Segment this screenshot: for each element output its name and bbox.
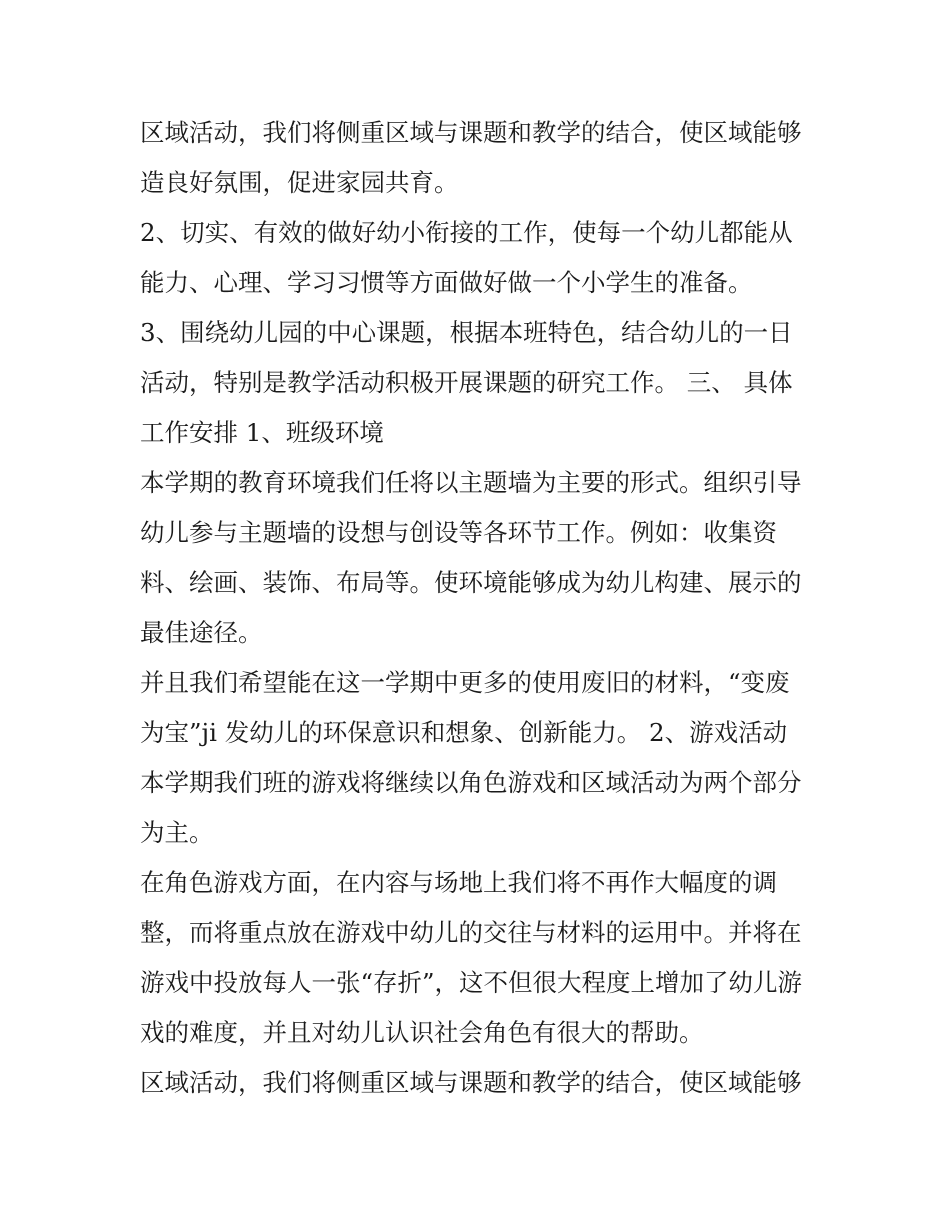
text-line-6: 活动，特别是教学活动积极开展课题的研究工作。 三、 具体 bbox=[140, 368, 793, 397]
text-line-2: 造良好氛围，促进家园共育。 bbox=[140, 168, 459, 197]
text-line-13: 为宝”ji 发幼儿的环保意识和想象、创新能力。 2、游戏活动 bbox=[140, 718, 788, 747]
text-line-16: 在角色游戏方面，在内容与场地上我们将不再作大幅度的调 bbox=[140, 868, 777, 897]
text-line-9: 幼儿参与主题墙的设想与创设等各环节工作。例如：收集资 bbox=[140, 518, 777, 547]
text-line-1: 区域活动，我们将侧重区域与课题和教学的结合，使区域能够 bbox=[140, 118, 802, 147]
text-line-20: 区域活动，我们将侧重区域与课题和教学的结合，使区域能够 bbox=[140, 1068, 802, 1097]
text-line-17: 整，而将重点放在游戏中幼儿的交往与材料的运用中。并将在 bbox=[140, 918, 802, 947]
text-line-11: 最佳途径。 bbox=[140, 618, 263, 647]
text-line-19: 戏的难度，并且对幼儿认识社会角色有很大的帮助。 bbox=[140, 1018, 704, 1047]
text-line-12: 并且我们希望能在这一学期中更多的使用废旧的材料，“变废 bbox=[140, 668, 790, 697]
text-line-10: 料、绘画、装饰、布局等。使环境能够成为幼儿构建、展示的 bbox=[140, 568, 802, 597]
body-text bbox=[140, 108, 830, 1108]
text-line-18: 游戏中投放每人一张“存折”，这不但很大程度上增加了幼儿游 bbox=[140, 968, 803, 997]
text-line-3: 2、切实、有效的做好幼小衔接的工作，使每一个幼儿都能从 bbox=[140, 218, 793, 247]
text-line-15: 为主。 bbox=[140, 818, 214, 847]
text-line-4: 能力、心理、学习习惯等方面做好做一个小学生的准备。 bbox=[140, 268, 753, 297]
text-line-8: 本学期的教育环境我们任将以主题墙为主要的形式。组织引导 bbox=[140, 468, 802, 497]
text-line-14: 本学期我们班的游戏将继续以角色游戏和区域活动为两个部分 bbox=[140, 768, 802, 797]
text-line-7: 工作安排 1、班级环境 bbox=[140, 418, 384, 447]
text-line-5: 3、围绕幼儿园的中心课题，根据本班特色，结合幼儿的一日 bbox=[140, 318, 793, 347]
